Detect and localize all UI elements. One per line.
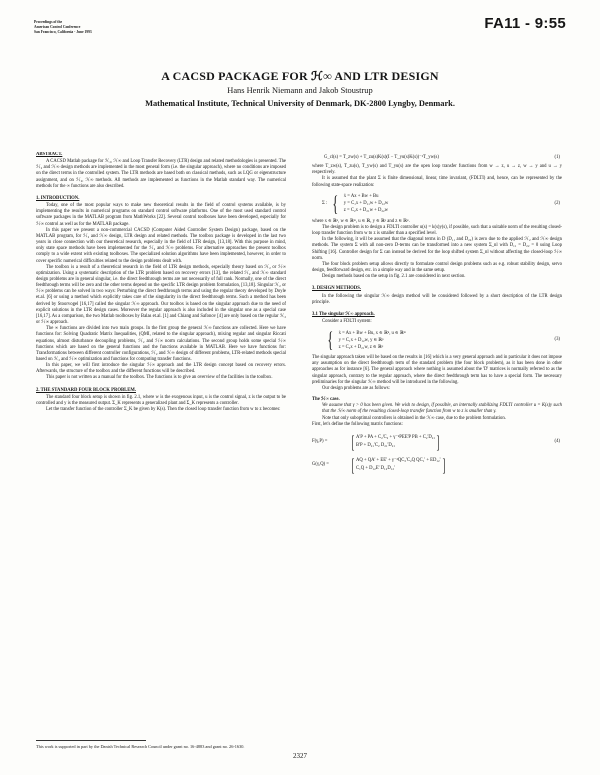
proceedings-line: American Control Conference	[34, 25, 81, 29]
paper-authors: Hans Henrik Niemann and Jakob Stoustrup	[227, 86, 373, 95]
paragraph: Let the transfer function of the controller Σ_K be given by K(s). Then the closed loop transfer function from w to z becomes:	[46, 407, 281, 413]
proceedings-line: Proceedings of the	[34, 20, 63, 24]
paragraph: The four block problem setup allows directly to formulate control design problems such as e.g. robust stability design, servo design, feedforward design, etc. in a simple way and in the same setup.	[312, 261, 562, 274]
section-heading: 2. THE STANDARD FOUR BLOCK PROBLEM.	[36, 387, 136, 393]
paragraph: In the following the singular ℋ∞ design method will be considered followed by a short description of the LTR design principle.	[312, 293, 562, 305]
paragraph: It is assumed that the plant Σ is finite dimensional, linear, time invariant, (FDLTI) and, hence, can be represented by the following state-space realization:	[312, 176, 562, 188]
abstract-heading: ABSTRACT.	[36, 152, 63, 157]
bracket-glyph: ]	[436, 431, 440, 452]
equation-row: ẋ = Ax + Bw + Bu, x ∈ ℝⁿ, u ∈ ℝᵐ	[338, 330, 406, 336]
paragraph: In the following, it will be assumed that the diagonal terms in D (D₁₁ and D₂₂) is zero due to the applied ℋ₂ and ℋ∞ design methods. The system Σ with all non-zero D-terms can be transformed into a new system Σ_nl with D₁₁ = D₂₂ = 0 using Loop Shifting [16]. Controller design for Σ can instead be derived for the loop shifted system Σ_nl without affecting the closed-loop ℋ∞ norm.	[312, 237, 562, 261]
paragraph: This paper is not written as a manual for the toolbox. The functions is to give an overview of the facilities in the toolbox.	[46, 375, 273, 381]
equation-4	[312, 433, 562, 451]
equation-row: z = C₂x + D₂₁w, z ∈ ℝᵠ	[338, 344, 384, 350]
paragraph: Today, one of the most popular ways to make new theoretical results in the field of control systems available, is by implementing the results in numerical programs on standard control software platforms. One of the most used standard control software packages in the MATLAB program from MathWorks [22]. Several control toolboxes have been developed, especially for ℋ∞ control as well as for the MATLAB package.	[36, 203, 286, 227]
paragraph: The singular approach taken will be based on the results in [16] which is a very general approach and in particular it does not impose any assumption on the direct feedthrough term of the standard problem (the four block problem), as it has been done in other approaches as for instance [6]. The general approach where nothing is assumed about the 'D' matrices is normally referred to as the singular approach, contrary to the regular approach, where the direct feedthrough term has to have a special form. The necessary preliminaries for the singular ℋ∞ method will be introduced in the following.	[312, 355, 562, 385]
paragraph: The toolbox is a result of a theoretical research in the field of LTR design methods, especially theory based on ℋ₂ or ℋ∞ optimization. Using a systematic description of the LTR problem based on recovery errors [13], the related ℋ₂ and ℋ∞ standard design problems are in general singular, i.e. the direct feedthrough terms are not necessarily of full rank. Normally, one of the direct feedthrough terms will be zero and the other terms depend on the specific LTR design problem formulation, [13,18]. Singular ℋ₂ or ℋ∞ problems can be solved in two ways: Perturbing the direct feedthrough terms and using the regular theory developed by Doyle et.al. [6] or using a method which explicitly takes care of the singularity in the direct feedthrough terms. Such a method has been derived by Stoorvogel [16,17] called the singular ℋ∞ approach. Our toolbox is based on the singular approach due to the need of explicit solutions in the LTR design cases. Moreover the regular approach is also included in the singular one as a special case [16,17]. As a comparison, the two Matlab toolboxes by Balas et.al. [1] and Chiang and Safonov [4] are only based on the regular ℋ₂ or ℋ∞ approach.	[36, 264, 286, 326]
case-heading: The ℋ∞ case.	[312, 397, 340, 403]
equation-2	[322, 190, 562, 216]
paragraph: The standard four block setup is shown in fig. 2.1, where w is the exogenous input, u is the control signal, z is the output to be controlled and y is the measured output. Σ_K represents a generalized plant and Σ_K represents a controller.	[36, 394, 286, 406]
brace-glyph: {	[332, 190, 339, 216]
matrix-row: B'P + D₂₁'C₂ D₂₁'D₂₁	[356, 442, 395, 448]
paragraph: Our design problems are as follows:	[322, 385, 390, 391]
paragraph: Consider a FDLTI system:	[322, 318, 372, 324]
left-column	[36, 152, 286, 747]
equation-row: y = C₁x + D₁₁w + D₁₂w	[343, 201, 389, 207]
equation-1	[312, 155, 562, 161]
paragraph: First, let's define the following matrix functions:	[312, 421, 403, 427]
matrix-row: A'P + PA + C₂'C₂ + γ⁻²PEE'P PB + C₂'D₂₁	[356, 434, 436, 440]
equation-body: G_cl(s) = T_zw(s) + T_zu(s)K(s)(I − T_yu(s)K(s))⁻¹T_yw(s)	[324, 155, 439, 160]
equation-row: ẋ = Ax + Bw + Bu	[343, 194, 379, 200]
equation-row: z = C₂x + D₂₁w + D₂₂w	[343, 208, 388, 214]
paragraph: In this paper we present a non-commercial CACSD (Computer Aided Controller System Design) package, based on the MATLAB program, for ℋ₂ and ℋ∞ design, LTR design and related methods. The toolbox package is developed in the last two years in close connection with our theoretical research, especially in the field of LTR design, [13,18]. With this purpose in mind, only state space methods have been implemented for the ℋ₂ and ℋ∞ problems. For alternative approaches the present toolbox comply to a wide extent with existing toolboxes. The specialized solution algorithms have been implemented, however, in order to cover specific numerical difficulties related to the design problems dealt with.	[36, 227, 286, 264]
equation-row: y = C₁x + D₁₂w, y ∈ ℝᵖ	[338, 337, 384, 343]
paragraph: In this paper, we will first introduce the singular ℋ∞ approach and the LTR design concept based on recovery errors. Afterwards, the structure of the toolbox and the different functions will be described.	[36, 363, 286, 375]
paragraph: The ∞ functions are divided into two main groups. In the first group the general ℋ∞ functions are collected. Here we have functions for: Solving Quadratic Matrix Inequalities, (QMI, related to the singular approach), mixing regular and singular Riccati equations, almost disturbance decoupling problems, ℋ₂ and ℋ∞ norm calculations. The second group holds some special ℋ∞ functions which are based on the general functions and the functions available in MATLAB. Here we have functions for: Transformations between different controller configurations, ℋ₂ and ℋ∞ design of different problems, LTR-related methods special based on ℋ₂ and ℋ∞ optimization and functions for computing transfer functions.	[36, 326, 286, 362]
problem-statement: We assume that γ > 0 has been given. We wish to design, if possible, an internally stabilizing FDLTI controller u = K(s)y such that the ℋ∞ norm of the resulting closed-loop transfer function from w to z is smaller than γ.	[322, 403, 562, 415]
bracket-glyph: [	[351, 454, 355, 475]
matrix-row: C₁Q + D₁₂E' D₁₂D₁₂'	[356, 465, 395, 471]
system-label: Σ :	[322, 200, 328, 206]
subsection-heading: 3.1 The singular ℋ∞ approach.	[312, 311, 375, 317]
matrix-row: AQ + QA' + EE' + γ⁻²QC₂'C₂Q QC₁' + ED₁₂'	[356, 457, 441, 463]
proceedings-line: San Francisco, California - June 1993	[34, 30, 92, 34]
proceedings-header	[34, 20, 204, 35]
bracket-glyph: ]	[442, 454, 445, 475]
right-column	[312, 152, 562, 758]
paragraph: where x ∈ ℝⁿ, w ∈ ℝᵐ, u ∈ ℝ, y ∈ ℝᵖ and z ∈ ℝᵠ.	[312, 218, 410, 224]
equation-number: (2)	[554, 200, 560, 206]
paragraph: The design problem is to design a FDLTI controller u(s) = k(s)y(s), if possible, such that a suitable norm of the resulting closed-loop transfer function from w to z is smaller than a specified level.	[312, 224, 562, 237]
page-number: 2327	[293, 752, 307, 760]
paragraph: Design methods based on the setup in fig. 2.1 are considered in next section.	[322, 274, 466, 280]
equation-3	[322, 329, 562, 351]
bracket-glyph: [	[351, 431, 355, 452]
matrix-function-label: G(γ,Q) =	[312, 461, 329, 467]
paper-title: A CACSD PACKAGE FOR ℋ∞ AND LTR DESIGN	[161, 69, 439, 83]
footnote-divider	[36, 740, 146, 741]
brace-glyph: {	[327, 327, 334, 353]
section-heading: 3. DESIGN METHODS.	[312, 286, 361, 292]
paragraph: where T_zw(s), T_zu(s), T_yw(s) and T_yu(s) are the open loop transfer functions from w → z, u → z, w → y and u → y respectively.	[312, 164, 562, 176]
paragraph: Note that only suboptimal controllers is obtained in the ℋ∞ case, due to the problem formulation.	[322, 415, 506, 421]
footnote: This work is supported in part by the Danish Technical Research Council under grant no. 16-4883 and grant no. 26-1630.	[36, 744, 245, 749]
section-heading: 1. INTRODUCTION.	[36, 195, 80, 201]
session-code: FA11 - 9:55	[484, 15, 566, 32]
equation-number: (1)	[554, 155, 560, 160]
equation-number: (4)	[554, 438, 560, 444]
paper-affiliation: Mathematical Institute, Technical University of Denmark, DK-2800 Lyngby, Denmark.	[145, 99, 455, 108]
matrix-function-label: F(γ,P) =	[312, 438, 328, 444]
abstract-text: A CACSD Matlab package for ℋ₂, ℋ∞ and Loop Transfer Recovery (LTR) design and related methodologies is presented. The ℋ₂ and ℋ∞ design methods are implemented in the most general form (i.e. the singular approach), where no conditions are imposed on the direct terms in the controlled system. The LTR methods are based both on classical methods, such as LQG or eigenstructure assignment, and on ℋ₂, ℋ∞ methods. All methods are implemented as functions in the Matlab standard way. The numerical methods for the ∞ functions are also described.	[36, 159, 286, 189]
equation-number: (3)	[554, 337, 560, 343]
equation-5	[312, 456, 562, 474]
